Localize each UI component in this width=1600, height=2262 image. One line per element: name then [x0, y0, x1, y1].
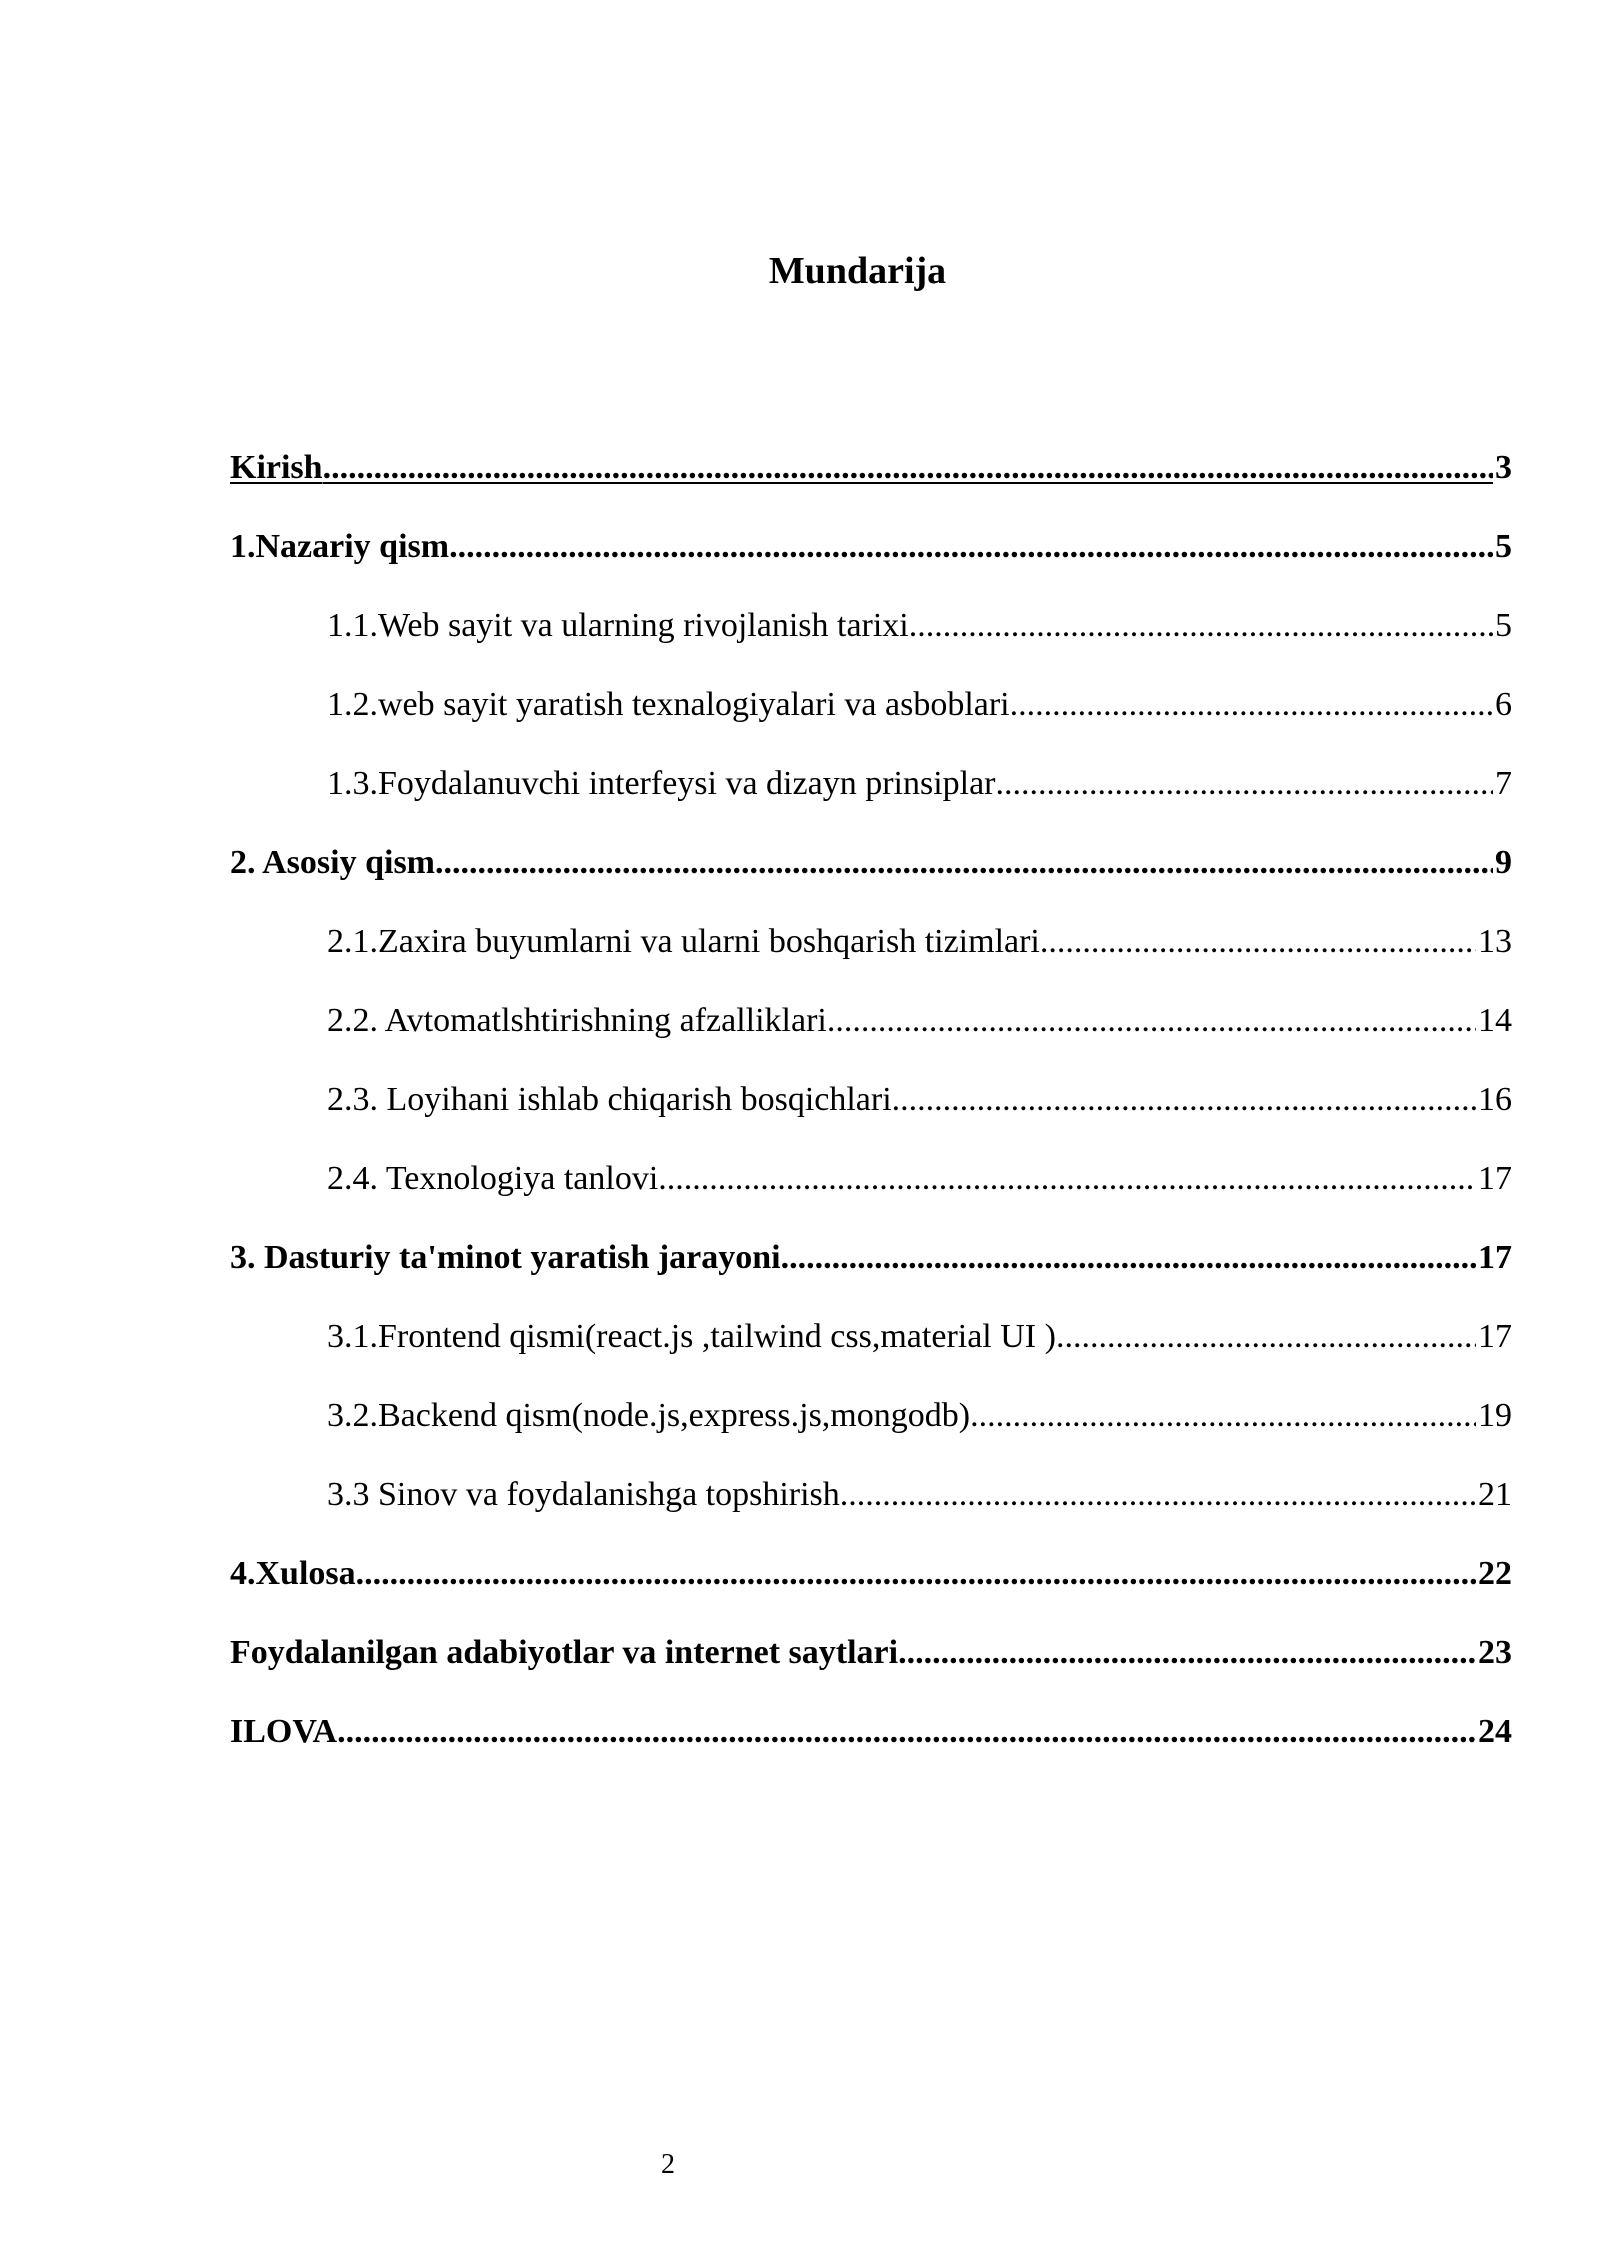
- toc-entry-page: 19: [1478, 1397, 1512, 1434]
- toc-dot-leader: [658, 1159, 1476, 1200]
- toc-entry[interactable]: [230, 685, 1512, 764]
- toc-dot-leader: [1010, 685, 1493, 726]
- toc-entry-page: 17: [1478, 1160, 1512, 1197]
- toc-entry[interactable]: [230, 764, 1512, 843]
- toc-entry-page: 17: [1478, 1318, 1512, 1355]
- toc-entry[interactable]: [230, 1238, 1512, 1317]
- toc-entry-page: 16: [1478, 1081, 1512, 1118]
- toc-entry-page: 5: [1495, 607, 1512, 644]
- toc-entry-label: Foydalanilgan adabiyotlar va internet saytlari: [230, 1634, 899, 1671]
- toc-entry[interactable]: [230, 1159, 1512, 1238]
- toc-entry[interactable]: [230, 1712, 1512, 1791]
- toc-entry[interactable]: [230, 1554, 1512, 1633]
- toc-entry-label: ILOVA: [230, 1713, 338, 1750]
- toc-entry-page: 24: [1478, 1713, 1512, 1750]
- toc-entry-label: 2.3. Loyihani ishlab chiqarish bosqichlari: [327, 1081, 892, 1118]
- toc-entry-label: 3.2.Backend qism(node.js,express.js,mongodb): [327, 1397, 971, 1434]
- toc-entry-page: 17: [1478, 1239, 1512, 1276]
- toc-entry[interactable]: [230, 922, 1512, 1001]
- toc-entry-label: 1.2.web sayit yaratish texnalogiyalari va asboblari: [327, 686, 1010, 723]
- toc-entry[interactable]: [230, 1396, 1512, 1475]
- toc-entry-page: 5: [1495, 528, 1512, 565]
- toc-entry-label: 3. Dasturiy ta'minot yaratish jarayoni: [230, 1239, 781, 1276]
- toc-dot-leader: [909, 606, 1493, 647]
- toc-entry[interactable]: [230, 1080, 1512, 1159]
- toc-dot-leader: [892, 1080, 1476, 1121]
- toc-entry[interactable]: [230, 1633, 1512, 1712]
- toc-dot-leader: [1056, 1317, 1476, 1358]
- toc-entry-page: 21: [1478, 1476, 1512, 1513]
- toc-entry[interactable]: [230, 1001, 1512, 1080]
- toc-entry-page: 22: [1478, 1555, 1512, 1592]
- toc-dot-leader: [449, 527, 1493, 568]
- toc-dot-leader: [970, 1396, 1476, 1437]
- toc-dot-leader: [840, 1475, 1476, 1516]
- toc-entry-page: 23: [1478, 1634, 1512, 1671]
- toc-dot-leader: [323, 448, 1493, 489]
- toc-entry-label: 3.1.Frontend qismi(react.js ,tailwind css,material UI ): [327, 1318, 1056, 1355]
- toc-entry[interactable]: [230, 1475, 1512, 1554]
- toc-entry-label: 2.1.Zaxira buyumlarni va ularni boshqarish tizimlari: [327, 923, 1040, 960]
- toc-entry[interactable]: [230, 448, 1512, 527]
- toc-entry-label: 4.Xulosa: [230, 1555, 356, 1592]
- toc-entry-page: 13: [1478, 923, 1512, 960]
- toc-dot-leader: [898, 1633, 1476, 1674]
- toc-entry-label: 2.2. Avtomatlshtirishning afzalliklari: [327, 1002, 827, 1039]
- toc-dot-leader: [827, 1001, 1476, 1042]
- toc-entry[interactable]: [230, 843, 1512, 922]
- page-number: 2: [661, 2149, 675, 2180]
- toc-dot-leader: [337, 1712, 1476, 1753]
- toc-entry-page: 6: [1495, 686, 1512, 723]
- toc-entry-page: 7: [1495, 765, 1512, 802]
- toc-entry-page: 14: [1478, 1002, 1512, 1039]
- toc-entry-label: Kirish: [230, 449, 323, 486]
- toc-entry-label: 1.Nazariy qism: [230, 528, 450, 565]
- toc-entry-page: 9: [1495, 844, 1512, 881]
- toc-dot-leader: [996, 764, 1494, 805]
- toc-entry[interactable]: [230, 606, 1512, 685]
- toc-entry-label: 1.3.Foydalanuvchi interfeysi va dizayn prinsiplar: [327, 765, 996, 802]
- toc-dot-leader: [356, 1554, 1476, 1595]
- toc-entry-page: 3: [1495, 449, 1512, 486]
- table-of-contents: [230, 448, 1512, 1791]
- toc-entry-label: 2.4. Texnologiya tanlovi: [327, 1160, 659, 1197]
- toc-entry[interactable]: [230, 1317, 1512, 1396]
- toc-entry-label: 3.3 Sinov va foydalanishga topshirish: [327, 1476, 840, 1513]
- toc-dot-leader: [435, 843, 1493, 884]
- toc-entry[interactable]: [230, 527, 1512, 606]
- toc-entry-label: 1.1.Web sayit va ularning rivojlanish tarixi: [327, 607, 909, 644]
- toc-dot-leader: [781, 1238, 1476, 1279]
- page-title: Mundarija: [768, 250, 947, 292]
- toc-entry-label: 2. Asosiy qism: [230, 844, 435, 881]
- toc-dot-leader: [1040, 922, 1476, 963]
